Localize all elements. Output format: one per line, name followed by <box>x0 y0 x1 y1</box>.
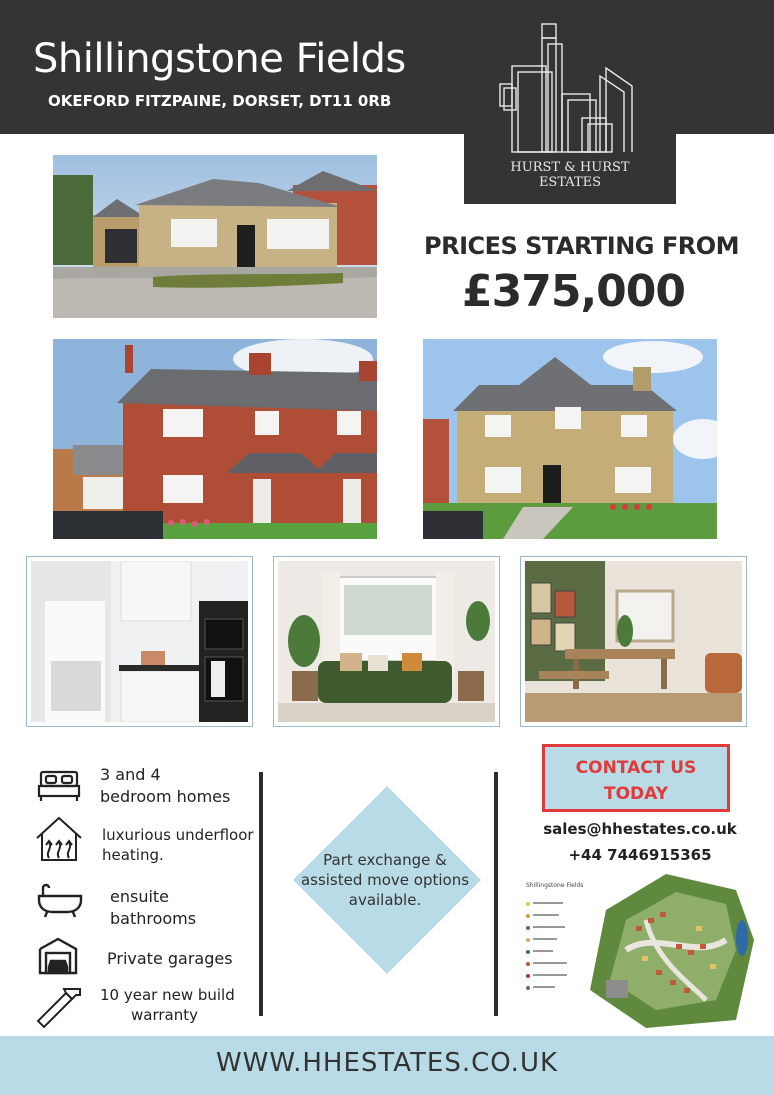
logo-line2: ESTATES <box>538 175 602 190</box>
feature-warranty-line1: 10 year new build <box>100 986 235 1004</box>
dining-room-photo <box>520 556 747 727</box>
garage-icon <box>38 937 78 975</box>
right-divider <box>494 772 498 1016</box>
contact-line1: CONTACT US <box>575 758 697 778</box>
price-heading: PRICES STARTING FROM <box>424 232 740 260</box>
phone-link[interactable]: +44 7446915365 <box>568 846 712 864</box>
skyline-logo-icon <box>464 22 676 172</box>
detached-house-photo <box>423 339 717 539</box>
feature-bedrooms-line1: 3 and 4 <box>100 765 161 784</box>
brick-houses-photo <box>53 339 377 539</box>
email-link[interactable]: sales@hhestates.co.uk <box>543 820 737 838</box>
feature-ensuite-line2: bathrooms <box>110 909 197 928</box>
site-plan-title: Shillingstone Fields <box>526 882 584 889</box>
site-plan <box>524 870 754 1030</box>
hammer-icon <box>36 985 84 1029</box>
bungalow-photo <box>53 155 377 318</box>
feature-bedrooms-line2: bedroom homes <box>100 787 231 806</box>
left-divider <box>259 772 263 1016</box>
brand-logo <box>464 22 676 204</box>
bathtub-icon <box>37 882 83 918</box>
house-heating-icon <box>35 816 83 862</box>
logo-line1: HURST & HURST <box>510 160 630 175</box>
starting-price: £375,000 <box>462 266 686 317</box>
feature-ensuite-line1: ensuite <box>110 887 170 906</box>
promo-line2: assisted move options <box>300 871 470 889</box>
promo-text <box>290 850 480 910</box>
page-title: Shillingstone Fields <box>33 36 406 82</box>
feature-heating-line2: heating. <box>102 846 164 864</box>
website-link[interactable]: WWW.HHESTATES.CO.UK <box>215 1048 559 1078</box>
feature-heating-line1: luxurious underfloor <box>102 826 254 844</box>
site-plan-map <box>586 870 754 1030</box>
living-room-photo <box>273 556 500 727</box>
site-plan-legend <box>524 890 584 1000</box>
bed-icon <box>37 766 81 802</box>
feature-garages-line1: Private garages <box>107 949 233 968</box>
promo-line1: Part exchange & <box>323 851 447 869</box>
contact-us-button[interactable] <box>542 744 730 812</box>
contact-line2: TODAY <box>604 784 668 804</box>
feature-warranty-line2: warranty <box>131 1006 198 1024</box>
address-subtitle: OKEFORD FITZPAINE, DORSET, DT11 0RB <box>48 92 392 110</box>
promo-line3: available. <box>348 891 422 909</box>
kitchen-photo <box>26 556 253 727</box>
